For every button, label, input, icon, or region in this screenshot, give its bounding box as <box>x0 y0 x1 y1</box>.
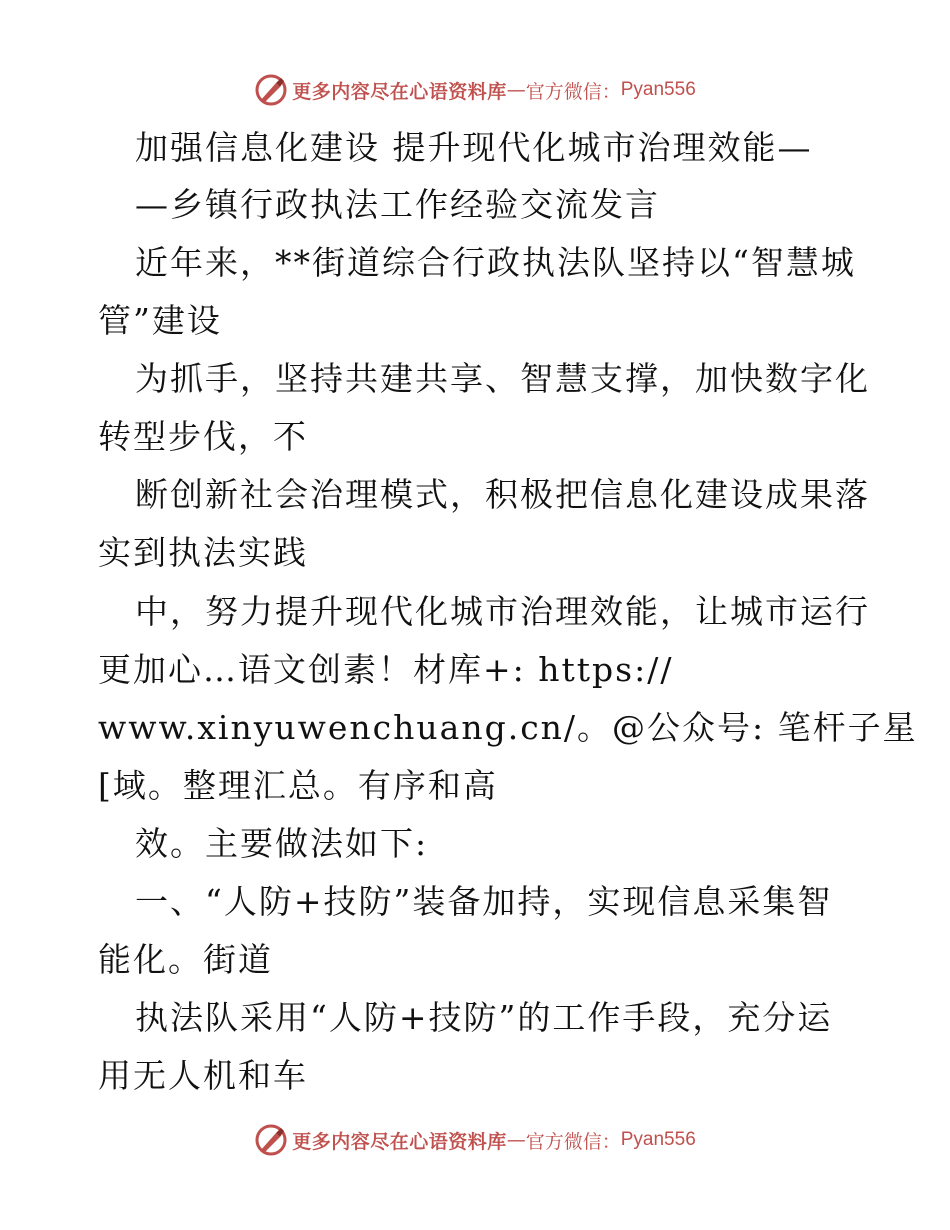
paragraph-line: [域。整理汇总。有序和高 <box>98 766 498 805</box>
document-title-line-2: —乡镇行政执法工作经验交流发言 <box>135 185 660 224</box>
footer-banner <box>0 1120 950 1160</box>
paragraph-line: 近年来，**街道综合行政执法队坚持以“智慧城 <box>135 243 856 282</box>
banner-wechat-label: 官方微信： <box>525 80 621 103</box>
document-title-line-1: 加强信息化建设 提升现代化城市治理效能— <box>135 128 813 167</box>
paragraph-line: 效。主要做法如下: <box>135 824 429 863</box>
paragraph-line: 用无人机和车 <box>98 1056 308 1095</box>
paragraph-line: 转型步伐，不 <box>98 417 308 456</box>
paragraph-line: www.xinyuwenchuang.cn/。@公众号: 笔杆子星 <box>98 708 918 747</box>
paragraph-line: 断创新社会治理模式，积极把信息化建设成果落 <box>135 475 870 514</box>
banner-separator: — <box>506 79 526 101</box>
paragraph-line: 为抓手，坚持共建共享、智慧支撑，加快数字化 <box>135 359 870 398</box>
paragraph-line: 能化。街道 <box>98 940 273 979</box>
banner-wechat-label: 官方微信： <box>525 1130 621 1153</box>
pen-logo-icon <box>254 1123 288 1157</box>
paragraph-line: 中，努力提升现代化城市治理效能，让城市运行 <box>135 592 870 631</box>
banner-separator: — <box>506 1129 526 1151</box>
paragraph-line: 实到执法实践 <box>98 533 308 572</box>
section-heading-line: 一、“人防+技防”装备加持，实现信息采集智 <box>135 882 833 921</box>
banner-title: 更多内容尽在心语资料库 <box>292 80 507 103</box>
pen-logo-icon <box>254 73 288 107</box>
paragraph-line: 管”建设 <box>98 301 222 340</box>
paragraph-line: 执法队采用“人防+技防”的工作手段，充分运 <box>135 998 833 1037</box>
banner-wechat-id: Pyan556 <box>620 79 696 100</box>
banner-wechat-id: Pyan556 <box>620 1129 696 1150</box>
paragraph-line: 更加心…语文创素！材库+: https:// <box>98 650 674 689</box>
banner-title: 更多内容尽在心语资料库 <box>292 1130 507 1153</box>
header-banner <box>0 70 950 110</box>
